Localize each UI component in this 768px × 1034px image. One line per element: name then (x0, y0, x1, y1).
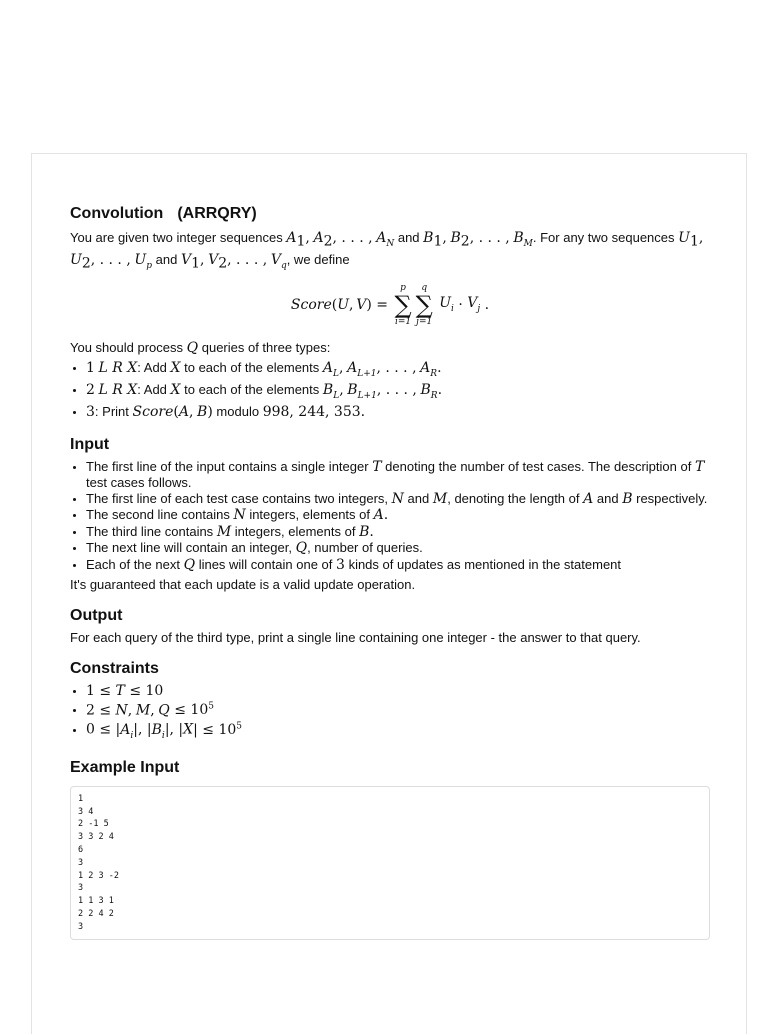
query-types-list (70, 360, 710, 421)
problem-card (31, 153, 747, 1034)
input-text: kinds of updates as mentioned in the statement (348, 556, 622, 572)
statement-text: You should process (70, 339, 183, 355)
constraints-heading: Constraints (70, 660, 159, 678)
list-item: • 2 L R X: Add X to each of the elements $B_L$, $B_{L+1}$, . . . , $B_R$. (86, 382, 710, 404)
input-text: respectively. (636, 490, 708, 506)
list-item: • The first line of each test case contains two integers, N and M, denoting the length of A and B respectively. (86, 491, 710, 508)
input-text: integers, elements of (234, 523, 356, 539)
input-text: The first line of the input contains a single integer (86, 458, 369, 474)
list-item: • The next line will contain an integer, Q, number of queries. (86, 540, 710, 557)
statement-text: and (155, 251, 178, 267)
list-item: • $0 \le |A_i|$, $|B_i|$, $|X| \le 10^5$ (86, 719, 710, 744)
example-input-block[interactable]: 1 3 4 2 -1 5 3 3 2 4 6 3 1 2 3 -2 3 1 1 3 1 2 2 4 2 3 (70, 786, 710, 940)
statement-text: : Add (137, 381, 167, 397)
statement-text: to each of the elements (184, 359, 320, 375)
list-item: • The second line contains N integers, elements of A. (86, 507, 710, 524)
statement-text: and (397, 230, 420, 245)
problem-content (70, 204, 710, 940)
example-input-heading: Example Input (70, 758, 180, 776)
statement-intro: You are given two integer sequences $A_1$, $A_2$, . . . , $A_N$ and $B_1$, $B_2$, . . . , $B_M$. For any two sequences $U_1$, $U_2$, . . . , $U_p$ and $V_1$, $V_2$, . . . , $V_q$, we define (70, 230, 704, 272)
input-text: test cases follows. (86, 475, 192, 491)
statement-text: . For any two sequences (532, 230, 675, 245)
list-item: • Each of the next Q lines will contain one of 3 kinds of updates as mentioned in the statement (86, 557, 710, 574)
problem-title (70, 204, 710, 224)
statement-text: : Add (137, 359, 167, 375)
problem-name: Convolution (70, 205, 164, 222)
input-text: , denoting the length of (447, 490, 580, 506)
input-heading: Input (70, 435, 110, 453)
score-formula: Score ( U , V ) = p ∑ i=1 q ∑ j=1 $U_i$ · $V_j$ . (290, 282, 490, 327)
input-text: The first line of each test case contains two integers, (86, 490, 389, 506)
statement-text: : Print (94, 404, 129, 420)
input-text: The second line contains (86, 507, 230, 523)
modulus-value: 998, 244, 353 (262, 404, 361, 421)
statement-text: modulo (216, 404, 260, 420)
input-text: , number of queries. (307, 540, 423, 556)
statement-text: You are given two integer sequences (70, 230, 283, 245)
input-text: and (407, 490, 430, 506)
list-item: • The third line contains M integers, elements of B. (86, 524, 710, 541)
input-text: integers, elements of (249, 507, 370, 523)
input-text: denoting the number of test cases. The description of (385, 458, 692, 474)
list-item: • 1 L R X: Add X to each of the elements $A_L$, $A_{L+1}$, . . . , $A_R$. (86, 360, 710, 382)
input-text: and (596, 490, 619, 506)
statement-text: , we define (286, 251, 350, 267)
list-item: • The first line of the input contains a single integer T denoting the number of test cases. The description of T test cases follows. (86, 459, 710, 491)
output-heading: Output (70, 607, 123, 625)
input-text: The next line will contain an integer, (86, 540, 292, 556)
list-item: • 3: Print Score(A, B) modulo 998, 244, 353. (86, 404, 710, 421)
input-list (70, 459, 710, 574)
statement-text: queries of three types: (201, 339, 331, 355)
list-item: • 1 ≤ T ≤ 10 (86, 683, 710, 700)
output-text: For each query of the third type, print a single line containing one integer - the answer to that query. (70, 630, 641, 646)
input-text: Each of the next (86, 556, 180, 572)
constraints-list (70, 683, 710, 744)
guarantee-text: It's guaranteed that each update is a valid update operation. (70, 577, 416, 593)
input-text: The third line contains (86, 523, 214, 539)
list-item: • 2 ≤ N, M, $Q \le 10^5$ (86, 700, 710, 719)
queries-intro: You should process Q queries of three types: (70, 339, 331, 356)
problem-code: (ARRQRY) (177, 205, 257, 222)
input-text: lines will contain one of (198, 556, 333, 572)
statement-text: to each of the elements (184, 381, 320, 397)
